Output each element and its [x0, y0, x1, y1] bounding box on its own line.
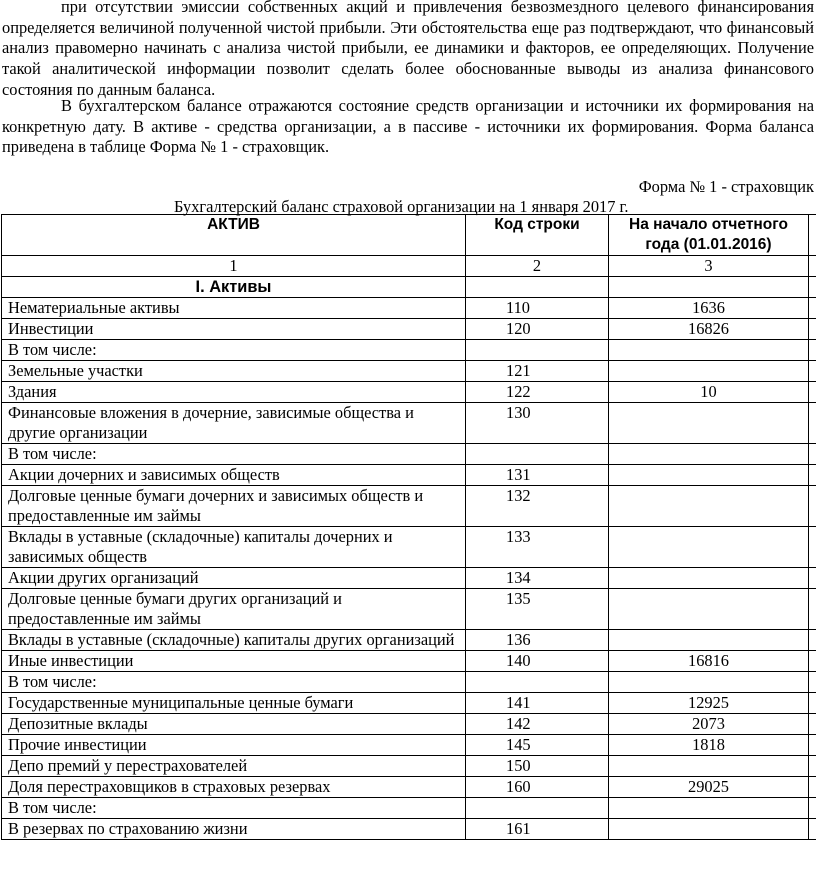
table-title: Бухгалтерский баланс страховой организации на 1 января 2017 г.: [174, 197, 629, 216]
row-extra: [809, 403, 816, 444]
row-name: Депо премий у перестрахователей: [2, 756, 466, 777]
row-extra: [809, 319, 816, 340]
row-value: [609, 568, 809, 589]
row-extra: [809, 568, 816, 589]
row-name: Акции дочерних и зависимых обществ: [2, 465, 466, 486]
row-code: 131: [466, 465, 609, 486]
column-number-1: 1: [2, 256, 466, 277]
row-code: 110: [466, 298, 609, 319]
table-row: [2, 756, 816, 777]
row-value: [609, 444, 809, 465]
table-row: [2, 465, 816, 486]
row-name: Здания: [2, 382, 466, 403]
row-name: Нематериальные активы: [2, 298, 466, 319]
intro-paragraph-1: при отсутствии эмиссии собственных акций и привлечения безвозмездного целевого финансирования определяется величиной полученной чистой прибыли. Эти обстоятельства еще раз подтверждают, что финансовый анализ правомерно начинать с анализа чистой прибыли, ее динамики и факторов, ее определяющих. Получение такой аналитической информации позволит сделать более обоснованные выводы из анализа финансового состояния по данным баланса.: [2, 0, 814, 99]
row-value: [609, 672, 809, 693]
row-value: [609, 527, 809, 568]
table-row: [2, 651, 816, 672]
row-code: 120: [466, 319, 609, 340]
column-number-4: [809, 256, 816, 277]
row-extra: [809, 714, 816, 735]
row-extra: [809, 756, 816, 777]
form-label: Форма № 1 - страховщик: [638, 177, 814, 196]
table-row: [2, 361, 816, 382]
row-name: В том числе:: [2, 672, 466, 693]
header-aktiv: АКТИВ: [2, 215, 466, 256]
balance-table: [1, 214, 816, 840]
row-code: [466, 798, 609, 819]
row-extra: [809, 819, 816, 840]
section-extra-cell: [809, 277, 816, 298]
row-code: 160: [466, 777, 609, 798]
row-name: В том числе:: [2, 444, 466, 465]
row-name: Иные инвестиции: [2, 651, 466, 672]
row-name: В резервах по страхованию жизни: [2, 819, 466, 840]
row-name: Земельные участки: [2, 361, 466, 382]
row-code: 130: [466, 403, 609, 444]
row-extra: [809, 340, 816, 361]
row-value: [609, 756, 809, 777]
row-extra: [809, 735, 816, 756]
row-value: [609, 486, 809, 527]
row-extra: [809, 630, 816, 651]
table-row: [2, 589, 816, 630]
table-row: [2, 298, 816, 319]
row-value: [609, 819, 809, 840]
row-code: [466, 444, 609, 465]
row-code: 145: [466, 735, 609, 756]
row-extra: [809, 361, 816, 382]
table-row: [2, 798, 816, 819]
row-extra: [809, 465, 816, 486]
row-code: 122: [466, 382, 609, 403]
header-start-of-year: На начало отчетного года (01.01.2016): [609, 215, 809, 256]
row-value: [609, 340, 809, 361]
row-name: В том числе:: [2, 340, 466, 361]
row-value: [609, 630, 809, 651]
row-extra: [809, 798, 816, 819]
table-row: [2, 527, 816, 568]
row-value: 29025: [609, 777, 809, 798]
table-row: [2, 486, 816, 527]
table-header-row: [2, 215, 816, 256]
row-value: 16826: [609, 319, 809, 340]
row-code: 135: [466, 589, 609, 630]
row-name: Доля перестраховщиков в страховых резервах: [2, 777, 466, 798]
row-extra: [809, 589, 816, 630]
table-row: [2, 319, 816, 340]
table-row: [2, 444, 816, 465]
row-value: 1818: [609, 735, 809, 756]
row-name: Акции других организаций: [2, 568, 466, 589]
row-value: 1636: [609, 298, 809, 319]
table-row: [2, 693, 816, 714]
row-extra: [809, 777, 816, 798]
table-row: [2, 630, 816, 651]
row-code: 136: [466, 630, 609, 651]
row-name: Депозитные вклады: [2, 714, 466, 735]
row-name: Финансовые вложения в дочерние, зависимые общества и другие организации: [2, 403, 466, 444]
row-code: 141: [466, 693, 609, 714]
row-code: [466, 672, 609, 693]
row-extra: [809, 651, 816, 672]
row-extra: [809, 693, 816, 714]
column-number-3: 3: [609, 256, 809, 277]
row-code: 161: [466, 819, 609, 840]
row-code: 132: [466, 486, 609, 527]
row-name: Инвестиции: [2, 319, 466, 340]
section-row: [2, 277, 816, 298]
row-value: [609, 798, 809, 819]
intro-paragraph-2: В бухгалтерском балансе отражаются состояние средств организации и источники их формирования на конкретную дату. В активе - средства организации, а в пассиве - источники их формирования. Форма баланса приведена в таблице Форма № 1 - страховщик.: [2, 96, 814, 157]
row-code: 134: [466, 568, 609, 589]
row-extra: [809, 486, 816, 527]
table-row: [2, 568, 816, 589]
row-value: [609, 465, 809, 486]
section-code-cell: [466, 277, 609, 298]
table-row: [2, 340, 816, 361]
section-title: I. Активы: [2, 277, 466, 298]
table-row: [2, 403, 816, 444]
row-value: [609, 361, 809, 382]
row-value: 16816: [609, 651, 809, 672]
row-extra: [809, 444, 816, 465]
row-name: Вклады в уставные (складочные) капиталы дочерних и зависимых обществ: [2, 527, 466, 568]
row-name: Государственные муниципальные ценные бумаги: [2, 693, 466, 714]
table-row: [2, 672, 816, 693]
row-value: [609, 589, 809, 630]
row-value: 12925: [609, 693, 809, 714]
row-extra: [809, 298, 816, 319]
row-code: 140: [466, 651, 609, 672]
row-name: В том числе:: [2, 798, 466, 819]
row-code: 133: [466, 527, 609, 568]
row-value: 2073: [609, 714, 809, 735]
section-value-cell: [609, 277, 809, 298]
row-extra: [809, 672, 816, 693]
table-row: [2, 777, 816, 798]
row-code: 150: [466, 756, 609, 777]
header-extra-column: [809, 215, 816, 256]
table-row: [2, 735, 816, 756]
row-code: 121: [466, 361, 609, 382]
row-name: Вклады в уставные (складочные) капиталы других организаций: [2, 630, 466, 651]
row-value: [609, 403, 809, 444]
table-row: [2, 382, 816, 403]
row-code: [466, 340, 609, 361]
row-extra: [809, 382, 816, 403]
column-number-2: 2: [466, 256, 609, 277]
row-name: Долговые ценные бумаги дочерних и зависимых обществ и предоставленные им займы: [2, 486, 466, 527]
row-value: 10: [609, 382, 809, 403]
table-row: [2, 819, 816, 840]
row-code: 142: [466, 714, 609, 735]
table-row: [2, 714, 816, 735]
header-code: Код строки: [466, 215, 609, 256]
row-name: Прочие инвестиции: [2, 735, 466, 756]
column-number-row: [2, 256, 816, 277]
row-name: Долговые ценные бумаги других организаций и предоставленные им займы: [2, 589, 466, 630]
row-extra: [809, 527, 816, 568]
